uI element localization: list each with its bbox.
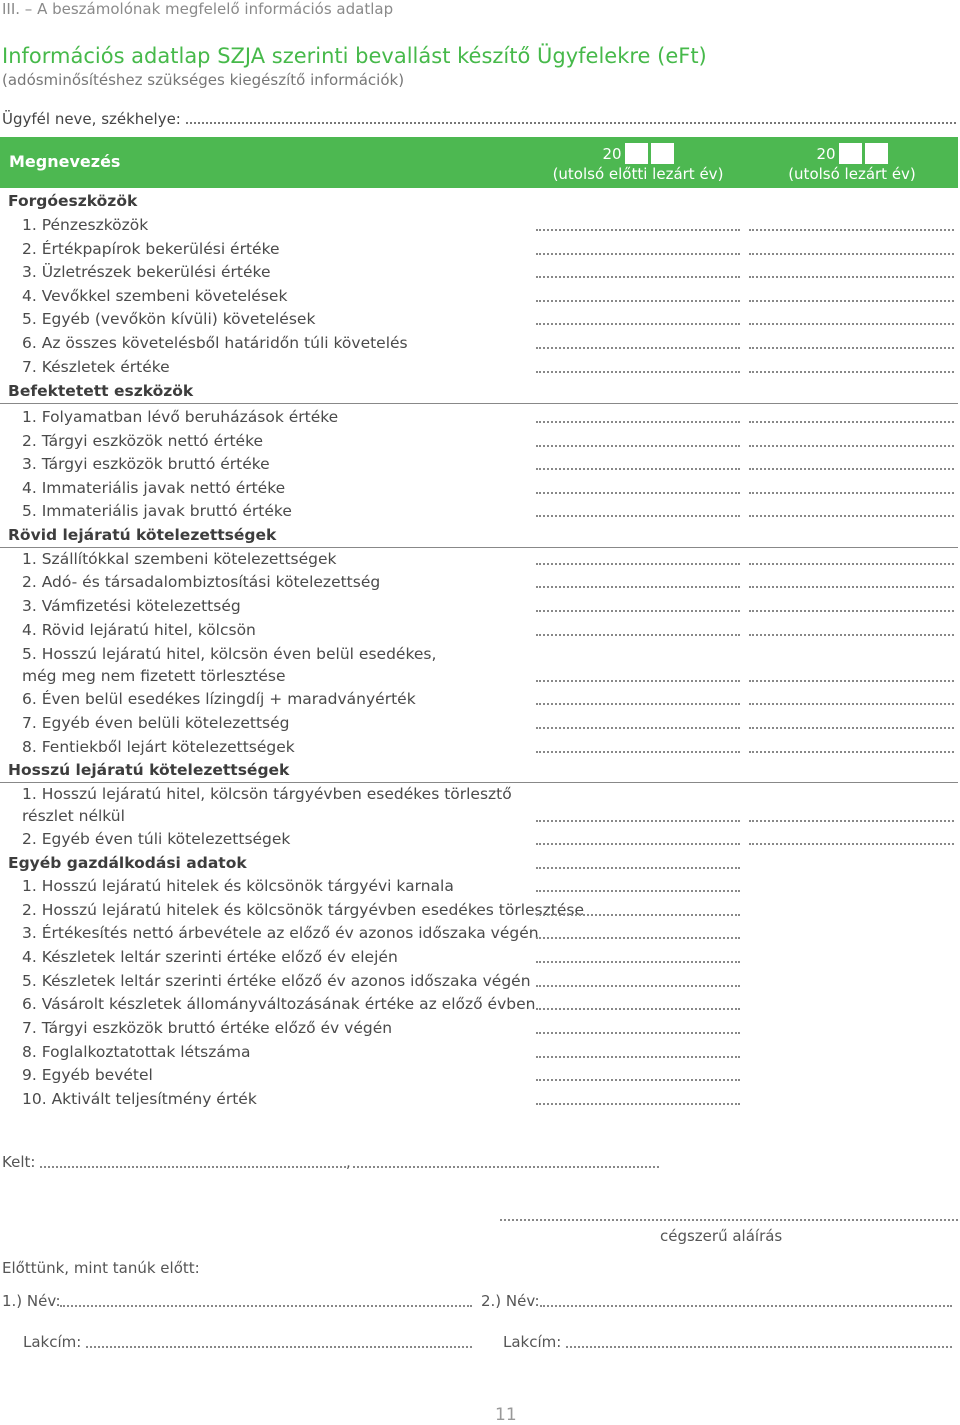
col2-year-box-1[interactable] [839,143,862,164]
table-row [0,922,958,945]
col1-label: (utolsó előtti lezárt év) [552,165,724,183]
value-field-previous-year[interactable] [536,610,740,612]
value-field-last-year[interactable] [749,586,954,588]
client-field [2,109,956,128]
value-field-previous-year[interactable] [536,229,740,231]
row-label: 3. Üzletrészek bekerülési értéke [22,263,271,281]
value-field-previous-year[interactable] [536,276,740,278]
value-field-last-year[interactable] [749,253,954,255]
row-label: 1. Hosszú lejáratú hitel, kölcsön tárgyévben esedékes törlesztő [22,785,512,803]
row-label: 7. Tárgyi eszközök bruttó értéke előző év végén [22,1019,393,1037]
table-row [0,332,958,355]
table-row [0,238,958,261]
table-row [0,500,958,523]
witness1-name-line[interactable] [60,1305,472,1307]
table-row [0,875,958,898]
col2-year-box-2[interactable] [865,143,888,164]
row-label: 1. Hosszú lejáratú hitelek és kölcsönök tárgyévi karnala [22,877,454,895]
row-label: 2. Értékpapírok bekerülési értéke [22,240,280,258]
row-label: 6. Az összes követelésből határidőn túli követelés [22,334,408,352]
row-label: 1. Folyamatban lévő beruházások értéke [22,408,339,426]
client-input-line[interactable] [186,109,956,124]
table-row [0,1088,958,1111]
row-label: 1. Pénzeszközök [22,216,149,234]
page-subtitle: (adósminősítéshez szükséges kiegészítő információk) [2,71,405,89]
value-field-previous-year[interactable] [536,867,740,869]
value-field-previous-year[interactable] [536,1008,740,1010]
value-field-previous-year[interactable] [536,961,740,963]
value-field-last-year[interactable] [749,468,954,470]
table-row [0,548,958,571]
section-label: Befektetett eszközök [8,382,194,400]
table-row [0,688,958,711]
signature-label: cégszerű aláírás [660,1227,783,1245]
row-label: részlet nélkül [22,807,125,825]
value-field-last-year[interactable] [749,229,954,231]
row-label: 5. Immateriális javak bruttó értéke [22,502,292,520]
value-field-previous-year[interactable] [536,421,740,423]
value-field-previous-year[interactable] [536,300,740,302]
row-label: 1. Szállítókkal szembeni kötelezettségek [22,550,337,568]
table-row [0,619,958,642]
row-label: 2. Egyéb éven túli kötelezettségek [22,830,291,848]
section-header [0,190,958,213]
table-row [0,477,958,500]
kelt-comma: , [346,1153,351,1171]
value-field-previous-year[interactable] [536,515,740,517]
value-field-previous-year[interactable] [536,843,740,845]
row-label: még meg nem fizetett törlesztése [22,667,286,685]
page-number: 11 [495,1405,517,1425]
section-header [0,380,958,404]
value-field-last-year[interactable] [749,843,954,845]
value-field-last-year[interactable] [749,563,954,565]
value-field-previous-year[interactable] [536,323,740,325]
table-row [0,783,958,806]
witness2-name-label: 2.) Név: [481,1292,540,1310]
row-label: 5. Hosszú lejáratú hitel, kölcsön éven belül esedékes, [22,645,437,663]
value-field-last-year[interactable] [749,727,954,729]
value-field-previous-year[interactable] [536,492,740,494]
witnesses-label: Előttünk, mint tanúk előtt: [2,1259,200,1277]
client-label: Ügyfél neve, székhelye: [2,110,181,128]
table-row [0,970,958,993]
row-label: 5. Készletek leltár szerinti értéke előző év azonos időszaka végén [22,972,531,990]
witness2-address-line[interactable] [566,1346,952,1348]
section-label: Forgóeszközök [8,192,138,210]
table-row [0,805,958,828]
value-field-last-year[interactable] [749,300,954,302]
row-label: 9. Egyéb bevétel [22,1066,153,1084]
value-field-previous-year[interactable] [536,1056,740,1058]
table-row [0,993,958,1016]
table-row [0,285,958,308]
row-label: 3. Tárgyi eszközök bruttó értéke [22,455,270,473]
value-field-last-year[interactable] [749,276,954,278]
row-label: 2. Hosszú lejáratú hitelek és kölcsönök tárgyévben esedékes törlesztése [22,901,584,919]
section-header [0,524,958,548]
table-row [0,595,958,618]
value-field-last-year[interactable] [749,323,954,325]
row-label: 3. Vámfizetési kötelezettség [22,597,241,615]
value-field-previous-year[interactable] [536,820,740,822]
col1-year-box-1[interactable] [625,143,648,164]
table-row [0,261,958,284]
kelt-place-line[interactable] [40,1166,346,1168]
kelt-label: Kelt: [2,1153,36,1171]
value-field-last-year[interactable] [749,371,954,373]
value-field-last-year[interactable] [749,347,954,349]
row-label: 6. Vásárolt készletek állományváltozásának értéke az előző évben [22,995,536,1013]
row-label: 4. Rövid lejáratú hitel, kölcsön [22,621,256,639]
table-row [0,406,958,429]
value-field-previous-year[interactable] [536,680,740,682]
signature-line[interactable] [500,1219,958,1221]
value-field-last-year[interactable] [749,445,954,447]
table-row [0,356,958,379]
witness2-address-label: Lakcím: [503,1333,562,1351]
section-label: Egyéb gazdálkodási adatok [8,854,247,872]
row-label: 8. Foglalkoztatottak létszáma [22,1043,251,1061]
table-row [0,308,958,331]
section-header [0,852,958,875]
row-label: 10. Aktivált teljesítmény érték [22,1090,257,1108]
witness1-name-label: 1.) Név: [2,1292,61,1310]
table-row [0,899,958,922]
witness2-name-line[interactable] [540,1305,952,1307]
header-col-last-year [778,143,926,184]
row-label: 7. Készletek értéke [22,358,170,376]
value-field-previous-year[interactable] [536,751,740,753]
table-row [0,1064,958,1087]
table-row [0,828,958,851]
section-header [0,759,958,783]
value-field-previous-year[interactable] [536,634,740,636]
value-field-previous-year[interactable] [536,468,740,470]
value-field-previous-year[interactable] [536,253,740,255]
value-field-last-year[interactable] [749,492,954,494]
row-label: 4. Vevőkkel szembeni követelések [22,287,288,305]
value-field-previous-year[interactable] [536,985,740,987]
row-label: 3. Értékesítés nettó árbevétele az előző év azonos időszaka végén [22,924,539,942]
row-label: 2. Tárgyi eszközök nettó értéke [22,432,264,450]
row-label: 8. Fentiekből lejárt kötelezettségek [22,738,295,756]
table-row [0,643,958,666]
col2-label: (utolsó lezárt év) [788,165,916,183]
value-field-previous-year[interactable] [536,1079,740,1081]
value-field-previous-year[interactable] [536,703,740,705]
header-col-previous-year [542,143,734,184]
value-field-last-year[interactable] [749,515,954,517]
value-field-last-year[interactable] [749,680,954,682]
row-label: 5. Egyéb (vevőkön kívüli) követelések [22,310,316,328]
value-field-last-year[interactable] [749,703,954,705]
value-field-last-year[interactable] [749,610,954,612]
value-field-previous-year[interactable] [536,890,740,892]
value-field-last-year[interactable] [749,421,954,423]
table-row [0,1041,958,1064]
col1-year-box-2[interactable] [651,143,674,164]
col2-year-prefix: 20 [816,144,836,163]
value-field-previous-year[interactable] [536,371,740,373]
col1-year-prefix: 20 [602,144,622,163]
section-label: Rövid lejáratú kötelezettségek [8,526,277,544]
witness1-address-line[interactable] [86,1346,472,1348]
value-field-previous-year[interactable] [536,586,740,588]
value-field-last-year[interactable] [749,751,954,753]
document-header: III. – A beszámolónak megfelelő információs adatlap [2,0,394,18]
table-row [0,1017,958,1040]
witness1-address-label: Lakcím: [23,1333,82,1351]
row-label: 4. Immateriális javak nettó értéke [22,479,286,497]
value-field-previous-year[interactable] [536,727,740,729]
value-field-previous-year[interactable] [536,1103,740,1105]
value-field-previous-year[interactable] [536,347,740,349]
table-row [0,712,958,735]
row-label: 4. Készletek leltár szerinti értéke előző év elején [22,948,398,966]
row-label: 6. Éven belül esedékes lízingdíj + maradványérték [22,690,416,708]
table-row [0,736,958,759]
section-label: Hosszú lejáratú kötelezettségek [8,761,290,779]
header-name: Megnevezés [9,152,121,171]
value-field-previous-year[interactable] [536,563,740,565]
kelt-date-line[interactable] [353,1166,659,1168]
table-row [0,453,958,476]
row-label: 2. Adó- és társadalombiztosítási kötelezettség [22,573,381,591]
value-field-previous-year[interactable] [536,937,740,939]
table-row [0,430,958,453]
value-field-previous-year[interactable] [536,1032,740,1034]
table-row [0,571,958,594]
page-title: Információs adatlap SZJA szerinti bevallást készítő Ügyfelekre (eFt) [2,44,707,68]
value-field-last-year[interactable] [749,634,954,636]
value-field-last-year[interactable] [749,820,954,822]
value-field-previous-year[interactable] [536,445,740,447]
table-row [0,665,958,688]
table-row [0,946,958,969]
table-header [0,137,958,188]
value-field-previous-year[interactable] [536,914,740,916]
table-row [0,214,958,237]
row-label: 7. Egyéb éven belüli kötelezettség [22,714,290,732]
